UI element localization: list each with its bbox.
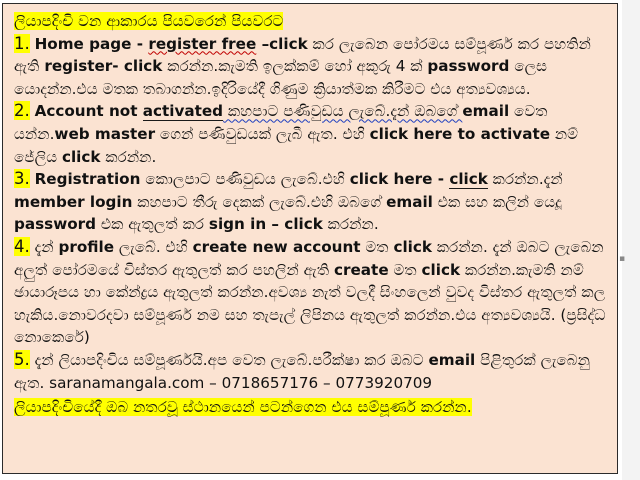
step-text: කර ලැබෙන පෝරමය සම්පූර්ණ කර පහතින් ඇති	[14, 34, 591, 76]
closing-note	[14, 396, 607, 419]
step-text: click	[61, 147, 101, 166]
document-title	[14, 10, 607, 33]
step-text: කරන්න.කැමති ඉලක්කම් හෝ අකුරු 4 ක්	[162, 57, 428, 76]
title-text: ලියාපදිංචි වන ආකාරය පියවරෙන් පියවරට	[14, 12, 284, 30]
page-margin	[622, 0, 640, 480]
step-text: කහපාට පණිවුඩය ලැබේ.දැන් ඔබගේ	[223, 102, 463, 121]
step-number: 2.	[14, 101, 30, 121]
step-text: දැන්	[29, 237, 59, 256]
step-text: කරන්න. දැන් ඔබට ලැබෙන අලුත් පෝරමයේ විස්තර ඇතුලත් කර පහලින් ඇති	[14, 237, 604, 279]
step-text: Account not	[34, 102, 143, 121]
step-text: කරන්න.	[322, 215, 379, 234]
step-5	[14, 349, 607, 394]
step-text: email	[428, 350, 476, 369]
step-text: sign in – click	[208, 215, 323, 234]
step-text: register free	[148, 34, 257, 53]
step-text: –click	[256, 34, 308, 53]
step-text: click	[421, 260, 461, 279]
step-text: click here to activate	[369, 124, 551, 143]
step-text: Home page	[34, 34, 132, 53]
step-text: දැන් ලියාපදිංචිය සම්පූර්ණයි.අප වෙත ලැබේ.පරීක්ෂා කර ඔබට	[29, 350, 429, 369]
step-text: register- click	[44, 57, 163, 76]
step-1	[14, 33, 607, 101]
step-text: කරන්න.	[100, 147, 157, 166]
step-text: ගෙන් පණිවුඩයක් ලැබී ඇත. එහි	[155, 124, 370, 143]
step-text: මත	[360, 237, 394, 256]
step-text: පිළිතුරක් ලැබෙනු ඇත. saranamangala.com – 0718657176 – 0773920709	[14, 350, 590, 392]
step-text: කොලපාට පණිවුඩය ලැබේ.එහි	[140, 170, 350, 189]
step-number: 5.	[14, 349, 30, 369]
step-text: කහපාට තීරු දෙකක් ලැබේ.එහි ඔබගේ	[132, 192, 387, 211]
step-text: ලැබේ. එහි	[114, 237, 193, 256]
step-text: එක සහ කලින් යෙදූ	[432, 192, 562, 211]
step-text: ලෙස යොදන්න.එය මතක තබාගන්න.ඉදිරියේදී ගිණුම ක්‍රියාත්මක කිරීමට එය අත්‍යවශ්‍යය.	[14, 57, 548, 98]
step-3	[14, 168, 607, 236]
step-text: -	[131, 34, 149, 53]
step-4	[14, 236, 607, 349]
step-text: -	[432, 170, 450, 189]
step-text: click	[393, 237, 432, 256]
step-number: 3.	[14, 169, 30, 189]
step-text: profile	[58, 237, 115, 256]
step-text: email	[462, 102, 510, 121]
step-text: activated	[142, 102, 224, 121]
step-text: click	[449, 170, 488, 189]
step-text: කරන්න.දැන්	[487, 170, 563, 189]
instruction-text-box	[2, 3, 618, 474]
step-text: create new account	[192, 237, 361, 256]
step-number: 4.	[14, 236, 30, 256]
step-text: create	[334, 260, 389, 279]
step-text: click here	[349, 170, 433, 189]
step-text: Registration	[34, 170, 141, 189]
step-text: web master	[54, 124, 156, 143]
paragraph-mark: ▪	[619, 254, 626, 264]
step-text: password	[427, 57, 510, 76]
step-text: එක ඇතුලත් කර	[96, 215, 209, 234]
step-text: මත	[388, 260, 422, 279]
step-text: වෙත යන්න.	[14, 102, 548, 143]
step-text: කරන්න.කැමති නම් ඡායාරූපය හා කේන්ද්‍රය ඇතුලත් කරන්න.අවශ්‍ය නැත් වලදී සිංහලෙන් වුවද විස්තර ඇතුලත් කල හැකිය.නොවරදවා සම්පූර්ණ නම සහ තැපැල් ලිපිනය ඇතුලත් කරන්න.එය අත්‍යවශ්‍යයි. (ප්‍රසිද්ධ නොකෙරේ)	[14, 260, 606, 347]
step-text: නම් ජේලිය	[14, 124, 579, 166]
step-2	[14, 100, 607, 168]
closing-note-text: ලියාපදිංචියේදී ඔබ නතරවූ ස්ථානයෙන් පටන්ගෙන එය සම්පූර්ණ කරන්න.	[14, 398, 472, 417]
step-number: 1.	[14, 33, 30, 53]
step-text: member login	[14, 192, 133, 211]
step-text: password	[14, 215, 97, 234]
step-text: email	[386, 192, 433, 211]
